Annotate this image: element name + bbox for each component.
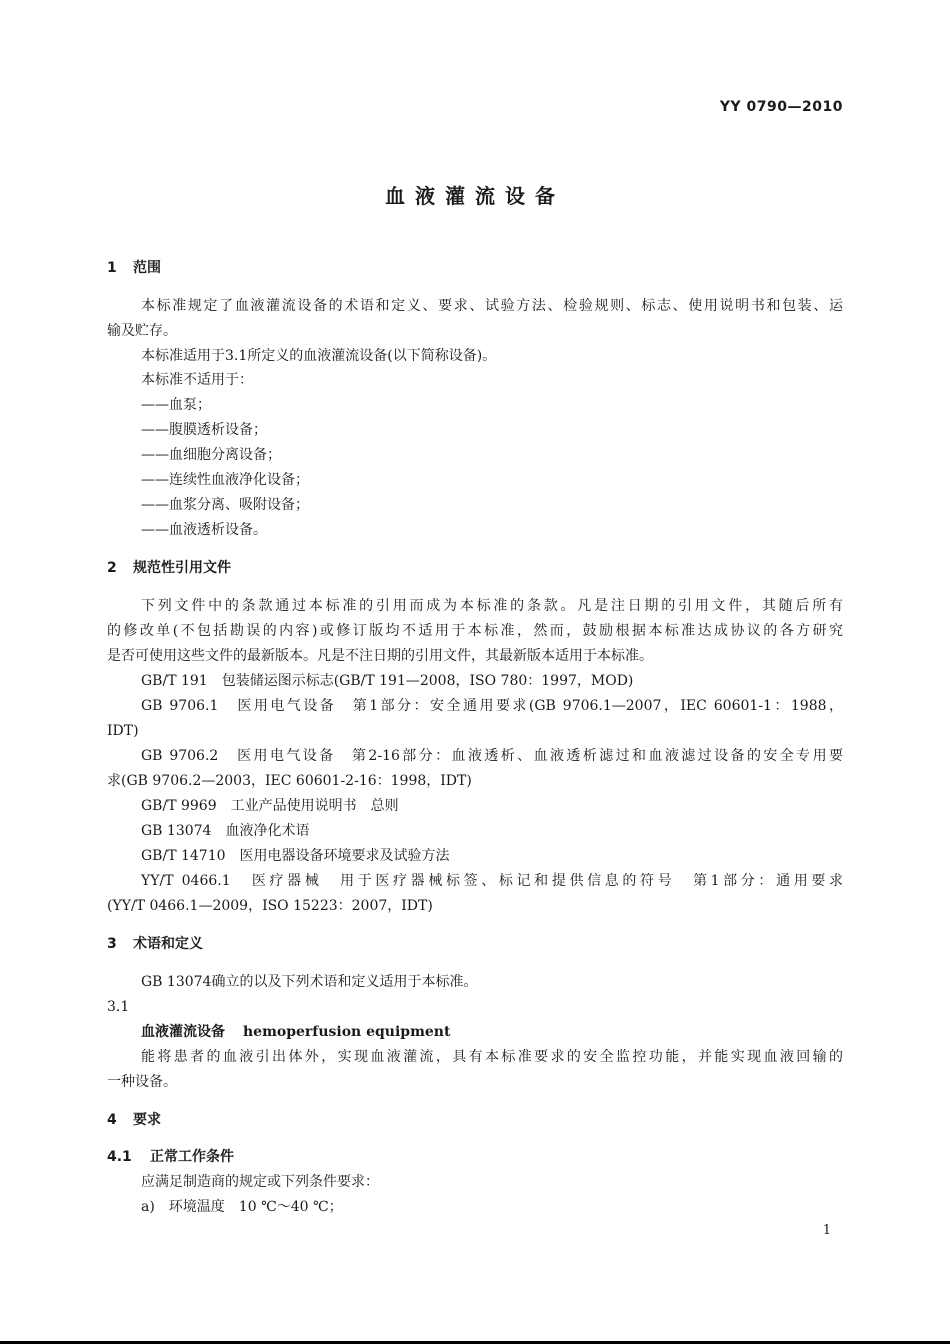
- term-number: 3.1: [107, 999, 130, 1015]
- reference-item: GB 9706.2 医用电气设备 第2-16部分：血液透析、血液透析滤过和血液滤过设备的安全专用要: [141, 748, 843, 764]
- page-number: 1: [822, 1223, 831, 1238]
- paragraph: 本标准不适用于：: [141, 372, 253, 388]
- list-item: ——血泵；: [141, 397, 211, 413]
- reference-item: GB/T 14710 医用电器设备环境要求及试验方法: [141, 848, 450, 864]
- definition-continued: 一种设备。: [107, 1074, 177, 1090]
- subsection-number: 4.1: [107, 1149, 132, 1165]
- definition: 能将患者的血液引出体外，实现血液灌流，具有本标准要求的安全监控功能，并能实现血液回输的: [141, 1049, 843, 1065]
- reference-item: GB/T 191 包装储运图示标志(GB/T 191—2008，ISO 780：1997，MOD): [141, 673, 634, 689]
- list-item: ——血浆分离、吸附设备；: [141, 497, 309, 513]
- reference-item: GB/T 9969 工业产品使用说明书 总则: [141, 798, 399, 814]
- section-2-heading: [107, 558, 843, 578]
- paragraph: 本标准规定了血液灌流设备的术语和定义、要求、试验方法、检验规则、标志、使用说明书和包装、运: [141, 298, 843, 314]
- reference-item-continued: IDT): [107, 723, 139, 739]
- list-item: ——血液透析设备。: [141, 522, 267, 538]
- list-item: a) 环境温度 10 ℃～40 ℃；: [141, 1199, 343, 1215]
- standard-number: YY 0790—2010: [719, 99, 843, 115]
- subsection-4-1-heading: [107, 1147, 843, 1167]
- reference-item-continued: 求(GB 9706.2—2003，IEC 60601-2-16：1998，IDT): [107, 773, 472, 789]
- paragraph: 下列文件中的条款通过本标准的引用而成为本标准的条款。凡是注日期的引用文件，其随后所有: [141, 598, 843, 614]
- subsection-title: 正常工作条件: [150, 1149, 234, 1165]
- paragraph: 输及贮存。: [107, 323, 177, 339]
- term-chinese: 血液灌流设备: [141, 1024, 225, 1040]
- list-item: ——连续性血液净化设备；: [141, 472, 309, 488]
- reference-item: GB 13074 血液净化术语: [141, 823, 310, 839]
- list-item: ——血细胞分离设备；: [141, 447, 281, 463]
- paragraph: 是否可使用这些文件的最新版本。凡是不注日期的引用文件，其最新版本适用于本标准。: [107, 648, 653, 664]
- section-title: 范围: [133, 260, 161, 276]
- term-english: hemoperfusion equipment: [243, 1024, 451, 1040]
- term-entry: [141, 1022, 843, 1042]
- section-number: 4: [107, 1112, 117, 1128]
- reference-item: YY/T 0466.1 医疗器械 用于医疗器械标签、标记和提供信息的符号 第1部分：通用要求: [141, 873, 843, 889]
- paragraph: 应满足制造商的规定或下列条件要求：: [141, 1174, 379, 1190]
- section-number: 2: [107, 560, 117, 576]
- reference-item-continued: (YY/T 0466.1—2009，ISO 15223：2007，IDT): [107, 898, 433, 914]
- section-title: 规范性引用文件: [133, 560, 231, 576]
- reference-item: GB 9706.1 医用电气设备 第1部分：安全通用要求(GB 9706.1—2007，IEC 60601-1：1988，: [141, 698, 843, 714]
- section-4-heading: [107, 1110, 843, 1130]
- paragraph: GB 13074确立的以及下列术语和定义适用于本标准。: [141, 974, 478, 990]
- section-title: 术语和定义: [133, 936, 203, 952]
- paragraph: 的修改单(不包括勘误的内容)或修订版均不适用于本标准，然而，鼓励根据本标准达成协议的各方研究: [107, 623, 843, 639]
- document-title: 血液灌流设备: [385, 184, 565, 208]
- list-item: ——腹膜透析设备；: [141, 422, 267, 438]
- section-number: 3: [107, 936, 117, 952]
- paragraph: 本标准适用于3.1所定义的血液灌流设备(以下简称设备)。: [141, 348, 497, 364]
- section-3-heading: [107, 934, 843, 954]
- section-title: 要求: [133, 1112, 161, 1128]
- section-1-heading: [107, 258, 843, 278]
- section-number: 1: [107, 260, 117, 276]
